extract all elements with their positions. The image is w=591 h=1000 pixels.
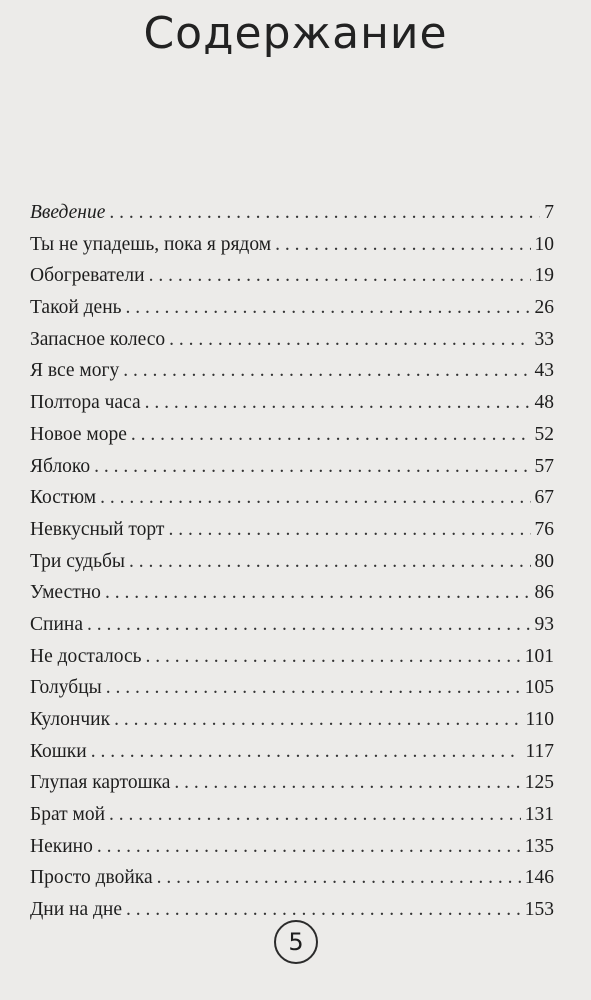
toc-entry — [30, 831, 554, 863]
dot-leader — [91, 736, 522, 768]
toc-entry-title: Некино — [30, 835, 93, 857]
toc-entry-title: Я все могу — [30, 360, 120, 382]
toc-entry — [30, 324, 554, 356]
dot-leader — [87, 609, 531, 641]
toc-entry-title: Дни на дне — [30, 899, 123, 921]
toc-entry-title: Не досталось — [30, 645, 142, 667]
toc-entry-page: 153 — [524, 899, 554, 921]
toc-entry — [30, 672, 554, 704]
toc-entry-page: 135 — [524, 835, 554, 857]
toc-entry-title: Кулончик — [30, 709, 111, 730]
toc-entry-title: Голубцы — [30, 677, 102, 699]
toc-entry — [30, 260, 554, 292]
toc-entry-page: 101 — [524, 645, 554, 667]
toc-entry-page: 67 — [534, 487, 554, 509]
toc-entry-title: Брат мой — [30, 804, 106, 826]
dot-leader — [146, 641, 521, 673]
dot-leader — [149, 260, 531, 292]
dot-leader — [105, 577, 531, 609]
toc-entry — [30, 641, 554, 673]
toc-entry — [30, 514, 554, 546]
dot-leader — [168, 514, 530, 546]
toc-entry — [30, 577, 554, 609]
toc-entry-title: Глупая картошка — [30, 772, 171, 794]
dot-leader — [126, 292, 531, 324]
dot-leader — [106, 672, 521, 704]
toc-entry-title: Невкусный торт — [30, 518, 165, 540]
toc-entry-page: 52 — [534, 423, 554, 445]
toc-entry — [30, 482, 554, 514]
toc-entry-page: 7 — [544, 202, 554, 223]
dot-leader — [126, 894, 521, 926]
dot-leader — [174, 767, 520, 799]
toc-entry-page: 86 — [534, 582, 554, 604]
dot-leader — [100, 482, 530, 514]
dot-leader — [275, 229, 530, 261]
toc-entry-title: Запасное колесо — [30, 328, 166, 350]
dot-leader — [169, 324, 530, 356]
toc-entry-title: Яблоко — [30, 455, 91, 477]
toc-entry — [30, 736, 554, 768]
dot-leader — [145, 387, 531, 419]
toc-entry-title: Костюм — [30, 487, 97, 509]
toc-entry-title: Полтора часа — [30, 392, 141, 414]
toc-entry-page: 110 — [525, 709, 554, 730]
toc-entry-title: Три судьбы — [30, 550, 125, 572]
toc-entry-title: Уместно — [30, 582, 101, 604]
toc-entry-page: 26 — [534, 297, 554, 319]
dot-leader — [123, 355, 530, 387]
toc-entry — [30, 704, 554, 736]
toc-entry-page: 93 — [534, 613, 554, 635]
toc-entry — [30, 229, 554, 261]
toc-entry-title: Введение — [30, 202, 106, 223]
toc-entry-page: 19 — [534, 265, 554, 287]
toc-entry — [30, 609, 554, 641]
toc-entry-page: 43 — [534, 360, 554, 382]
toc-entry-title: Кошки — [30, 740, 87, 762]
dot-leader — [157, 862, 521, 894]
page-title: Содержание — [143, 8, 448, 59]
toc-entry-title: Обогреватели — [30, 265, 145, 287]
toc-entry-page: 146 — [524, 867, 554, 889]
toc-entry — [30, 292, 554, 324]
dot-leader — [109, 799, 521, 831]
toc-entry — [30, 355, 554, 387]
toc-entry-page: 131 — [524, 804, 554, 826]
toc-entry-page: 57 — [534, 455, 554, 477]
toc-entry-page: 125 — [524, 772, 554, 794]
toc-entry-page: 33 — [534, 328, 554, 350]
dot-leader — [129, 546, 531, 578]
toc-entry-page: 117 — [525, 740, 554, 762]
toc-entry-title: Спина — [30, 613, 83, 635]
toc-entry-page: 48 — [534, 392, 554, 414]
dot-leader — [94, 451, 530, 483]
toc-entry — [30, 197, 554, 229]
toc-entry-title: Новое море — [30, 423, 127, 445]
page-number: 5 — [274, 920, 318, 964]
dot-leader — [131, 419, 531, 451]
toc-entry — [30, 387, 554, 419]
toc-entry — [30, 419, 554, 451]
toc-entry-page: 105 — [524, 677, 554, 699]
dot-leader — [109, 197, 540, 229]
toc-entry — [30, 862, 554, 894]
dot-leader — [97, 831, 521, 863]
toc-entry — [30, 799, 554, 831]
toc-entry-title: Просто двойка — [30, 867, 153, 889]
toc-entry — [30, 767, 554, 799]
toc-entry-page: 76 — [534, 518, 554, 540]
toc-entry — [30, 546, 554, 578]
dot-leader — [114, 704, 521, 736]
toc-entry — [30, 451, 554, 483]
table-of-contents — [30, 197, 554, 926]
toc-entry-title: Такой день — [30, 297, 122, 319]
toc-entry-page: 10 — [534, 233, 554, 255]
toc-entry-title: Ты не упадешь, пока я рядом — [30, 233, 272, 255]
toc-entry-page: 80 — [534, 550, 554, 572]
